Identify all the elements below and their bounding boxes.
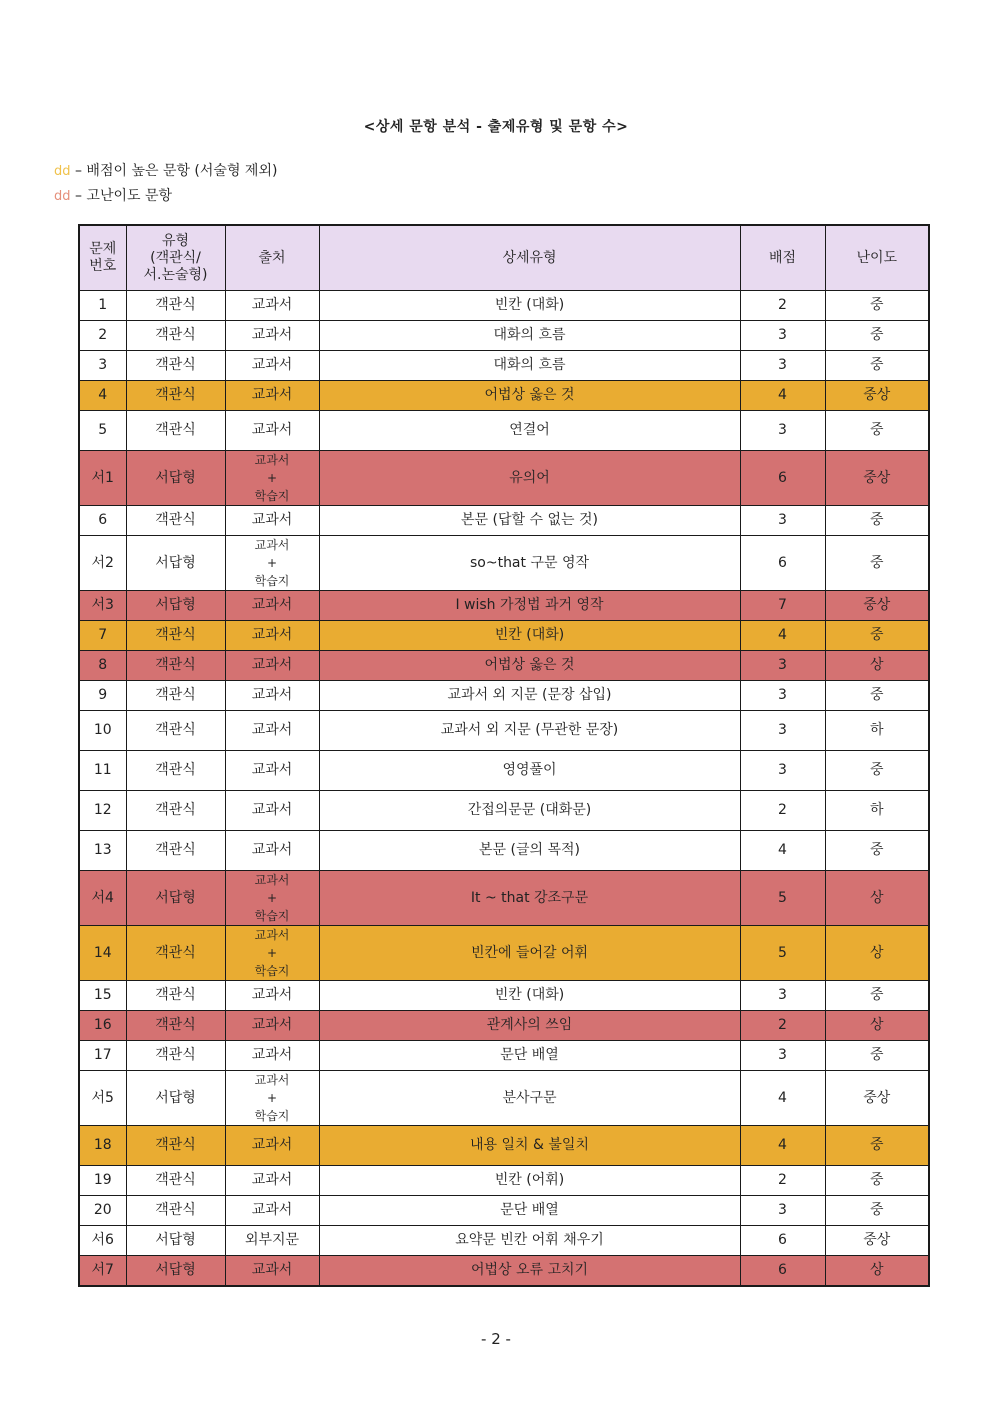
cell-detail: 빈칸 (대화) xyxy=(319,291,740,321)
cell-type: 객관식 xyxy=(126,1196,225,1226)
cell-type: 객관식 xyxy=(126,1126,225,1166)
cell-difficulty: 상 xyxy=(825,1256,929,1286)
cell-type: 객관식 xyxy=(126,621,225,651)
question-analysis-table xyxy=(78,224,930,1287)
table-row xyxy=(79,591,929,621)
cell-difficulty: 중상 xyxy=(825,1071,929,1126)
cell-type: 객관식 xyxy=(126,926,225,981)
cell-score: 3 xyxy=(740,681,825,711)
source-line: 교과서 xyxy=(254,873,290,887)
cell-difficulty: 상 xyxy=(825,871,929,926)
source-line: 교과서 xyxy=(251,627,293,643)
table-row xyxy=(79,451,929,506)
cell-detail: 빈칸 (어휘) xyxy=(319,1166,740,1196)
cell-source xyxy=(225,1196,319,1226)
cell-score: 4 xyxy=(740,831,825,871)
page-title: <상세 문항 분석 - 출제유형 및 문항 수> xyxy=(363,119,629,135)
cell-num: 16 xyxy=(79,1011,126,1041)
header-num-line: 번호 xyxy=(89,258,117,274)
cell-type: 서답형 xyxy=(126,451,225,506)
table-row xyxy=(79,1226,929,1256)
cell-difficulty: 중 xyxy=(825,751,929,791)
cell-source xyxy=(225,1256,319,1286)
table-row xyxy=(79,1041,929,1071)
table-header-row xyxy=(79,225,929,291)
cell-detail: 문단 배열 xyxy=(319,1041,740,1071)
cell-score: 3 xyxy=(740,351,825,381)
cell-type: 객관식 xyxy=(126,506,225,536)
cell-type: 객관식 xyxy=(126,411,225,451)
cell-type: 서답형 xyxy=(126,1256,225,1286)
cell-score: 3 xyxy=(740,1196,825,1226)
table-row xyxy=(79,651,929,681)
cell-difficulty: 중 xyxy=(825,1041,929,1071)
cell-num: 10 xyxy=(79,711,126,751)
cell-detail: 대화의 흐름 xyxy=(319,351,740,381)
table-row xyxy=(79,1011,929,1041)
source-line: 교과서 xyxy=(251,987,293,1003)
header-type xyxy=(126,225,225,291)
cell-difficulty: 중상 xyxy=(825,1226,929,1256)
cell-detail: 본문 (답할 수 없는 것) xyxy=(319,506,740,536)
cell-score: 6 xyxy=(740,536,825,591)
cell-score: 7 xyxy=(740,591,825,621)
source-line: 학습지 xyxy=(254,574,290,588)
cell-detail: 빈칸 (대화) xyxy=(319,981,740,1011)
cell-source xyxy=(225,751,319,791)
cell-score: 3 xyxy=(740,711,825,751)
source-line: 교과서 xyxy=(251,297,293,313)
table-row xyxy=(79,751,929,791)
header-type-line: 유형 xyxy=(161,232,190,249)
cell-detail: 빈칸 (대화) xyxy=(319,621,740,651)
cell-score: 6 xyxy=(740,451,825,506)
cell-score: 3 xyxy=(740,506,825,536)
cell-detail: 어법상 옳은 것 xyxy=(319,651,740,681)
cell-source xyxy=(225,411,319,451)
table-row xyxy=(79,351,929,381)
cell-num: 18 xyxy=(79,1126,126,1166)
cell-num: 3 xyxy=(79,351,126,381)
header-num xyxy=(79,225,126,291)
table-row xyxy=(79,411,929,451)
table-row xyxy=(79,381,929,411)
cell-num: 12 xyxy=(79,791,126,831)
cell-difficulty: 상 xyxy=(825,926,929,981)
cell-type: 객관식 xyxy=(126,791,225,831)
cell-score: 2 xyxy=(740,1166,825,1196)
cell-num: 9 xyxy=(79,681,126,711)
cell-num: 20 xyxy=(79,1196,126,1226)
cell-source xyxy=(225,621,319,651)
cell-detail: It ~ that 강조구문 xyxy=(319,871,740,926)
table-row xyxy=(79,711,929,751)
cell-difficulty: 중 xyxy=(825,506,929,536)
page-number: - 2 - xyxy=(481,1330,511,1348)
cell-source xyxy=(225,926,319,981)
source-line: 교과서 xyxy=(254,928,290,942)
table-row xyxy=(79,871,929,926)
cell-type: 객관식 xyxy=(126,681,225,711)
source-line: + xyxy=(266,556,278,570)
cell-source xyxy=(225,291,319,321)
source-line: 학습지 xyxy=(254,964,290,978)
cell-source xyxy=(225,451,319,506)
source-line: 교과서 xyxy=(251,512,293,528)
source-line: + xyxy=(266,946,278,960)
cell-source xyxy=(225,1041,319,1071)
cell-num: 2 xyxy=(79,321,126,351)
source-line: 교과서 xyxy=(254,453,290,467)
cell-score: 3 xyxy=(740,651,825,681)
cell-num: 서3 xyxy=(79,591,126,621)
cell-num: 서7 xyxy=(79,1256,126,1286)
cell-difficulty: 중 xyxy=(825,351,929,381)
source-line: 교과서 xyxy=(251,422,293,438)
cell-detail: 간접의문문 (대화문) xyxy=(319,791,740,831)
cell-detail: so~that 구문 영작 xyxy=(319,536,740,591)
cell-source xyxy=(225,791,319,831)
source-line: 교과서 xyxy=(251,1172,293,1188)
source-line: 교과서 xyxy=(251,387,293,403)
cell-num: 서2 xyxy=(79,536,126,591)
cell-source xyxy=(225,651,319,681)
cell-difficulty: 중 xyxy=(825,1126,929,1166)
cell-num: 서5 xyxy=(79,1071,126,1126)
source-line: + xyxy=(266,891,278,905)
cell-difficulty: 중 xyxy=(825,621,929,651)
source-line: 학습지 xyxy=(254,1109,290,1123)
cell-score: 6 xyxy=(740,1256,825,1286)
legend-high-score xyxy=(54,160,277,180)
cell-num: 15 xyxy=(79,981,126,1011)
cell-score: 4 xyxy=(740,1071,825,1126)
source-line: 교과서 xyxy=(251,1137,293,1153)
cell-source xyxy=(225,711,319,751)
cell-source xyxy=(225,1126,319,1166)
source-line: + xyxy=(266,1091,278,1105)
cell-num: 14 xyxy=(79,926,126,981)
cell-type: 객관식 xyxy=(126,1166,225,1196)
cell-num: 17 xyxy=(79,1041,126,1071)
cell-type: 객관식 xyxy=(126,321,225,351)
cell-score: 2 xyxy=(740,791,825,831)
table-row xyxy=(79,1166,929,1196)
cell-source xyxy=(225,506,319,536)
cell-detail: 연결어 xyxy=(319,411,740,451)
cell-type: 서답형 xyxy=(126,871,225,926)
cell-detail: 유의어 xyxy=(319,451,740,506)
cell-detail: 교과서 외 지문 (문장 삽입) xyxy=(319,681,740,711)
source-line: 외부지문 xyxy=(244,1232,300,1248)
cell-score: 3 xyxy=(740,321,825,351)
source-line: 교과서 xyxy=(251,1017,293,1033)
cell-num: 1 xyxy=(79,291,126,321)
cell-type: 객관식 xyxy=(126,981,225,1011)
cell-num: 8 xyxy=(79,651,126,681)
cell-difficulty: 중상 xyxy=(825,381,929,411)
source-line: 교과서 xyxy=(251,1261,293,1278)
cell-type: 객관식 xyxy=(126,381,225,411)
source-line: + xyxy=(266,471,278,485)
cell-difficulty: 중 xyxy=(825,831,929,871)
cell-difficulty: 중 xyxy=(825,1196,929,1226)
cell-type: 객관식 xyxy=(126,751,225,791)
header-type-line: 서.논술형) xyxy=(143,266,208,283)
table-row xyxy=(79,926,929,981)
cell-source xyxy=(225,1071,319,1126)
cell-source xyxy=(225,351,319,381)
cell-num: 19 xyxy=(79,1166,126,1196)
source-line: 교과서 xyxy=(251,657,293,673)
legend-key-orange: dd xyxy=(54,164,71,179)
cell-type: 객관식 xyxy=(126,1041,225,1071)
cell-source xyxy=(225,871,319,926)
cell-type: 객관식 xyxy=(126,651,225,681)
header-difficulty: 난이도 xyxy=(825,225,929,291)
table-body xyxy=(79,291,929,1286)
cell-source xyxy=(225,321,319,351)
source-line: 교과서 xyxy=(251,1047,293,1063)
cell-difficulty: 중 xyxy=(825,411,929,451)
cell-num: 11 xyxy=(79,751,126,791)
table-row xyxy=(79,621,929,651)
cell-num: 서4 xyxy=(79,871,126,926)
cell-score: 4 xyxy=(740,381,825,411)
cell-difficulty: 중 xyxy=(825,681,929,711)
source-line: 교과서 xyxy=(251,1202,293,1218)
cell-difficulty: 중 xyxy=(825,291,929,321)
cell-score: 5 xyxy=(740,926,825,981)
cell-difficulty: 중 xyxy=(825,536,929,591)
source-line: 교과서 xyxy=(254,1073,290,1087)
cell-source xyxy=(225,591,319,621)
cell-num: 6 xyxy=(79,506,126,536)
cell-score: 4 xyxy=(740,621,825,651)
cell-difficulty: 하 xyxy=(825,791,929,831)
table-row xyxy=(79,536,929,591)
cell-source xyxy=(225,1226,319,1256)
cell-difficulty: 상 xyxy=(825,1011,929,1041)
cell-detail: 문단 배열 xyxy=(319,1196,740,1226)
table-row xyxy=(79,981,929,1011)
table-row xyxy=(79,291,929,321)
source-line: 교과서 xyxy=(254,538,290,552)
cell-score: 3 xyxy=(740,1041,825,1071)
cell-difficulty: 중상 xyxy=(825,451,929,506)
cell-source xyxy=(225,981,319,1011)
cell-difficulty: 중상 xyxy=(825,591,929,621)
table-row xyxy=(79,321,929,351)
source-line: 교과서 xyxy=(251,327,293,343)
header-num-line: 문제 xyxy=(89,241,117,257)
cell-type: 서답형 xyxy=(126,536,225,591)
legend-high-difficulty xyxy=(54,185,172,205)
cell-detail: 분사구문 xyxy=(319,1071,740,1126)
cell-difficulty: 중 xyxy=(825,321,929,351)
cell-detail: I wish 가정법 과거 영작 xyxy=(319,591,740,621)
cell-detail: 교과서 외 지문 (무관한 문장) xyxy=(319,711,740,751)
cell-detail: 요약문 빈칸 어휘 채우기 xyxy=(319,1226,740,1256)
cell-difficulty: 중 xyxy=(825,981,929,1011)
source-line: 교과서 xyxy=(251,357,293,373)
cell-type: 서답형 xyxy=(126,591,225,621)
table-row xyxy=(79,1126,929,1166)
cell-type: 객관식 xyxy=(126,351,225,381)
cell-detail: 어법상 오류 고치기 xyxy=(319,1256,740,1286)
cell-type: 객관식 xyxy=(126,831,225,871)
source-line: 학습지 xyxy=(254,489,290,503)
cell-num: 서1 xyxy=(79,451,126,506)
table-row xyxy=(79,1196,929,1226)
cell-source xyxy=(225,381,319,411)
cell-difficulty: 중 xyxy=(825,1166,929,1196)
cell-type: 서답형 xyxy=(126,1226,225,1256)
source-line: 학습지 xyxy=(254,909,290,923)
cell-type: 서답형 xyxy=(126,1071,225,1126)
header-type-line: (객관식/ xyxy=(150,249,201,266)
cell-difficulty: 하 xyxy=(825,711,929,751)
table-row xyxy=(79,831,929,871)
source-line: 교과서 xyxy=(251,842,293,858)
table-row xyxy=(79,1071,929,1126)
cell-detail: 빈칸에 들어갈 어휘 xyxy=(319,926,740,981)
header-source: 출처 xyxy=(225,225,319,291)
cell-source xyxy=(225,681,319,711)
cell-detail: 영영풀이 xyxy=(319,751,740,791)
legend-text: – 배점이 높은 문항 (서술형 제외) xyxy=(74,163,278,179)
cell-score: 2 xyxy=(740,291,825,321)
header-detail: 상세유형 xyxy=(319,225,740,291)
cell-num: 서6 xyxy=(79,1226,126,1256)
cell-detail: 본문 (글의 목적) xyxy=(319,831,740,871)
table-row xyxy=(79,506,929,536)
cell-detail: 내용 일치 & 불일치 xyxy=(319,1126,740,1166)
cell-num: 4 xyxy=(79,381,126,411)
cell-source xyxy=(225,1166,319,1196)
cell-source xyxy=(225,536,319,591)
cell-type: 객관식 xyxy=(126,1011,225,1041)
cell-num: 7 xyxy=(79,621,126,651)
table-row xyxy=(79,1256,929,1286)
table-row xyxy=(79,681,929,711)
cell-num: 5 xyxy=(79,411,126,451)
cell-detail: 어법상 옳은 것 xyxy=(319,381,740,411)
cell-source xyxy=(225,831,319,871)
source-line: 교과서 xyxy=(251,802,293,818)
cell-score: 3 xyxy=(740,411,825,451)
source-line: 교과서 xyxy=(251,722,293,738)
header-score: 배점 xyxy=(740,225,825,291)
cell-score: 2 xyxy=(740,1011,825,1041)
cell-type: 객관식 xyxy=(126,711,225,751)
cell-num: 13 xyxy=(79,831,126,871)
cell-source xyxy=(225,1011,319,1041)
source-line: 교과서 xyxy=(251,762,293,778)
cell-detail: 대화의 흐름 xyxy=(319,321,740,351)
cell-detail: 관계사의 쓰임 xyxy=(319,1011,740,1041)
cell-score: 5 xyxy=(740,871,825,926)
legend-text: – 고난이도 문항 xyxy=(74,188,173,204)
cell-score: 6 xyxy=(740,1226,825,1256)
legend-key-red: dd xyxy=(54,189,71,204)
cell-score: 4 xyxy=(740,1126,825,1166)
source-line: 교과서 xyxy=(251,597,293,613)
source-line: 교과서 xyxy=(251,687,293,703)
cell-score: 3 xyxy=(740,751,825,791)
cell-difficulty: 상 xyxy=(825,651,929,681)
cell-score: 3 xyxy=(740,981,825,1011)
cell-type: 객관식 xyxy=(126,291,225,321)
table-row xyxy=(79,791,929,831)
